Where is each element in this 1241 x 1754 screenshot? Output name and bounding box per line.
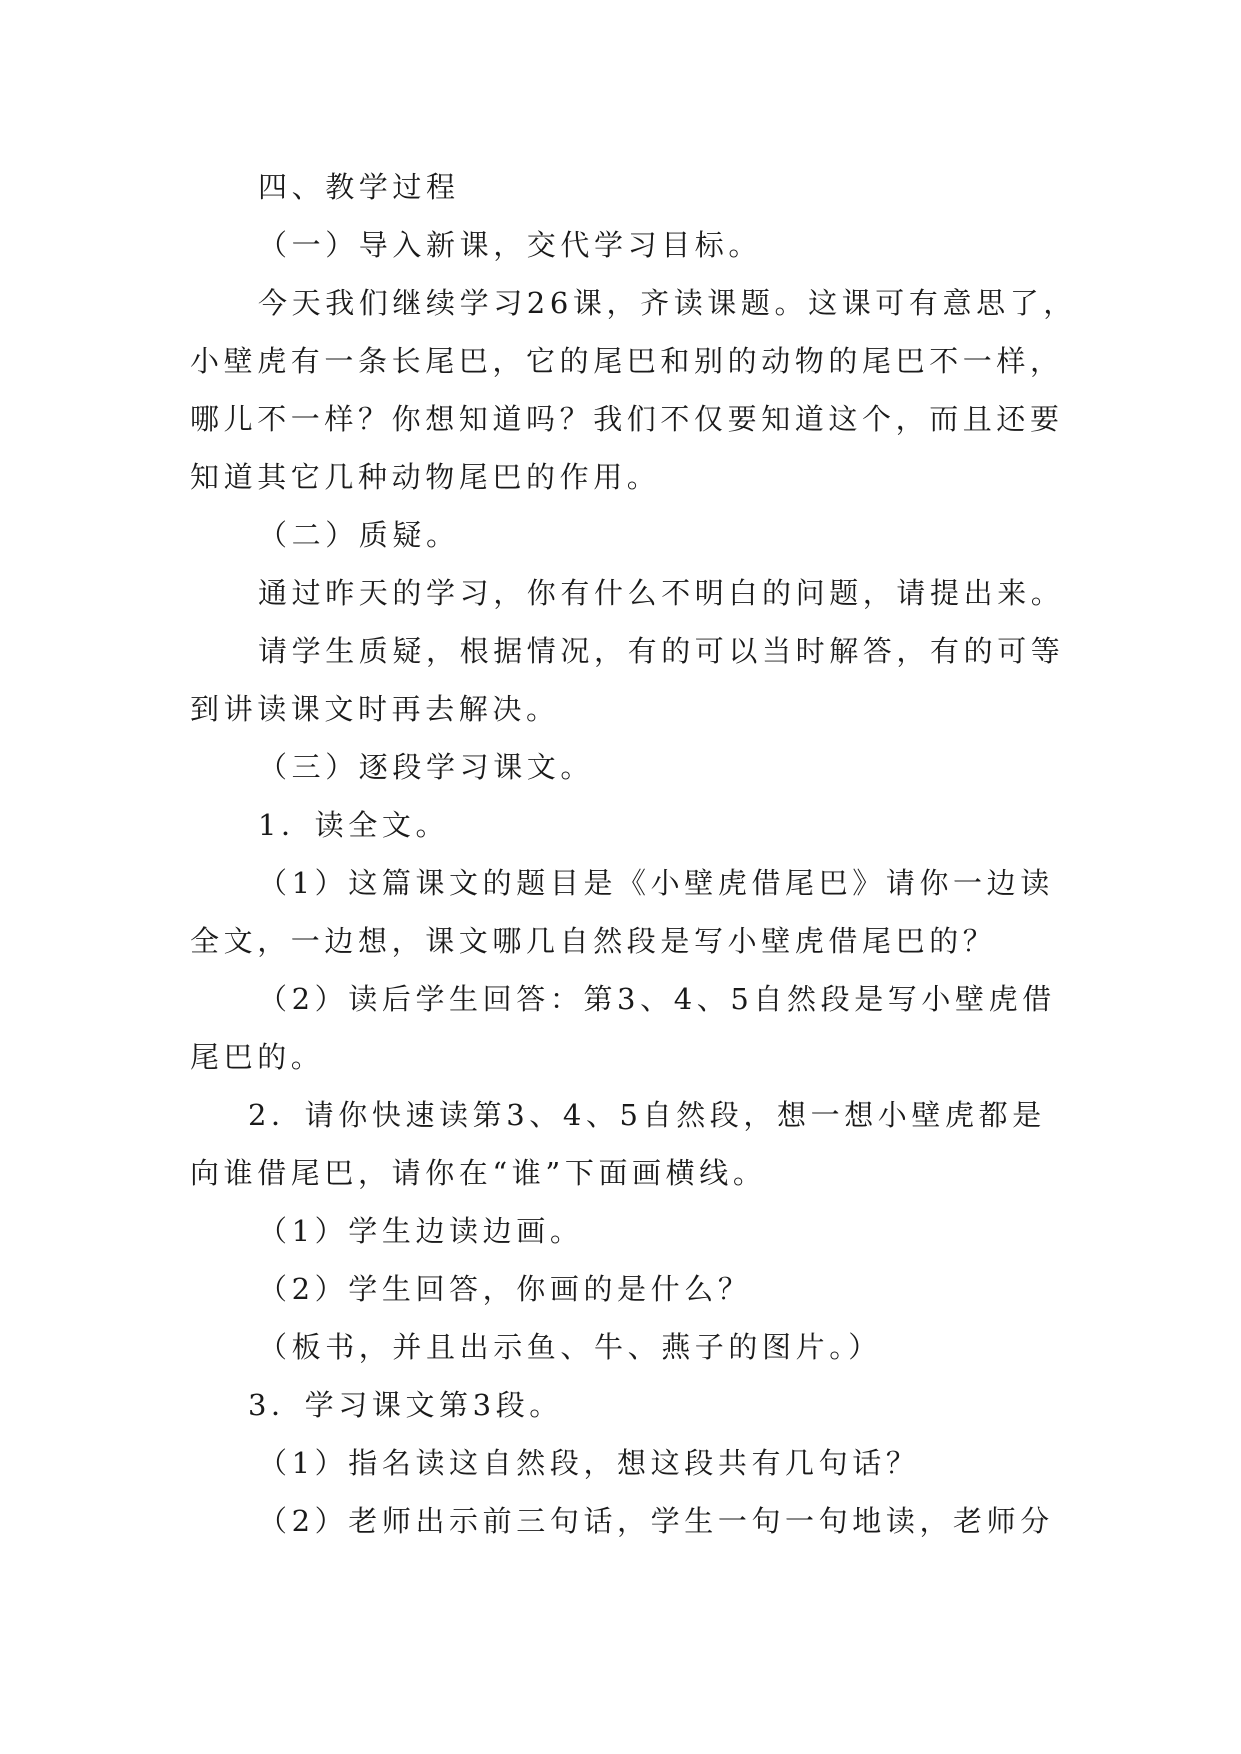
paragraph-line: 知道其它几种动物尾巴的作用。 xyxy=(190,460,661,494)
paragraph-line: 请学生质疑，根据情况，有的可以当时解答，有的可等 xyxy=(258,634,1065,668)
paragraph-line: 通过昨天的学习，你有什么不明白的问题，请提出来。 xyxy=(258,576,1065,610)
paragraph-line: 到讲读课文时再去解决。 xyxy=(190,692,560,726)
paragraph-line: 小壁虎有一条长尾巴，它的尾巴和别的动物的尾巴不一样， xyxy=(190,344,1064,378)
paragraph-line: 全文，一边想，课文哪几自然段是写小壁虎借尾巴的？ xyxy=(190,924,997,958)
subsection-heading: （一）导入新课，交代学习目标。 xyxy=(258,228,763,262)
paragraph-line: 向谁借尾巴，请你在“谁”下面画横线。 xyxy=(190,1156,767,1190)
paragraph-line: 今天我们继续学习26课，齐读课题。这课可有意思了， xyxy=(258,286,1077,320)
paragraph-line: （2）读后学生回答：第3、4、5自然段是写小壁虎借 xyxy=(258,982,1056,1016)
paragraph-line: （1）指名读这自然段，想这段共有几句话？ xyxy=(258,1446,920,1480)
paragraph-line: （1）这篇课文的题目是《小壁虎借尾巴》请你一边读 xyxy=(258,866,1054,900)
subsection-heading: （二）质疑。 xyxy=(258,518,460,552)
paragraph-line: 尾巴的。 xyxy=(190,1040,325,1074)
paragraph-line: 2．请你快速读第3、4、5自然段，想一想小壁虎都是 xyxy=(248,1098,1046,1132)
paragraph-line: 哪儿不一样？你想知道吗？我们不仅要知道这个，而且还要 xyxy=(190,402,1064,436)
paragraph-line: （2）学生回答，你画的是什么？ xyxy=(258,1272,752,1306)
step-heading: 3．学习课文第3段。 xyxy=(248,1388,563,1422)
paragraph-line: （1）学生边读边画。 xyxy=(258,1214,584,1248)
step-heading: 1．读全文。 xyxy=(258,808,450,842)
paragraph-line: （2）老师出示前三句话，学生一句一句地读，老师分 xyxy=(258,1504,1054,1538)
paragraph-line: （板书，并且出示鱼、牛、燕子的图片。） xyxy=(258,1330,882,1364)
section-heading: 四、教学过程 xyxy=(258,170,460,204)
subsection-heading: （三）逐段学习课文。 xyxy=(258,750,595,784)
